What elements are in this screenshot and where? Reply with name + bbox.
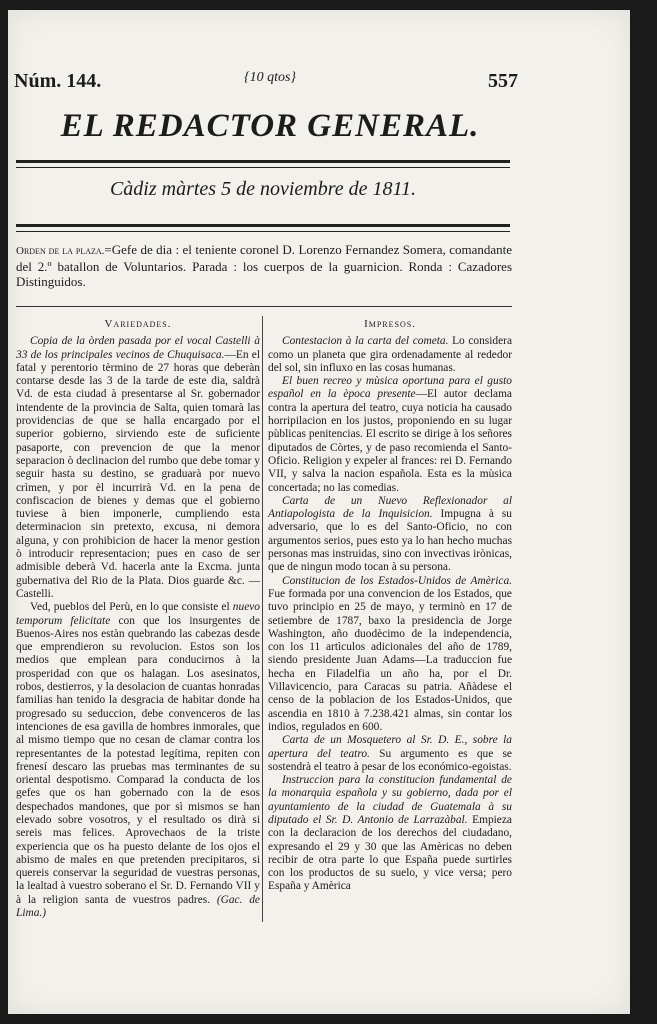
newspaper-page bbox=[8, 10, 630, 1014]
review-title: Instruccion para la constitucion fundamental de la monarquìa española y su gobierno, dada por el ayuntamiento de la ciudad de Guatemala à su diputado el Sr. D. Antonio de Larrazàbal. bbox=[268, 774, 512, 826]
article-text: —En el fatal y perentorio tèrmino de 27 horas que deberàn contarse desde las 3 de la tarde de este dia, saldrà Vd. de esta ciudad à presentarse al Sr. gobernador intendente de la provincia de Salta, quien tomarà las providencias de que se halla encargado por el superior gobierno, sirviendo este de suficiente pasaporte, con prevencion de que la menor separacion ò declinacion del rumbo que debe tomar y seguir hasta su destino, se graduarà por nuevo crìmen, y por èl incurrirà Vd. en la pena de confiscacion de bienes y demas que el gobierno tuviese à bien imponerle, cumpliendo esta determinacion sin pretexto, excusa, ni demora alguna, y con prohibicion de hacer la menor gestion ò introducir representacion; pues en caso de ser admisible deberà Vd. hacerla ante la Excma. junta gubernativa del Rio de la Plata. Dios guarde &c. — Castelli. bbox=[16, 348, 260, 600]
review-text: Empieza con la declaracion de los derechos del ciudadano, expresando el 29 y 30 que las Amèricas no deben recibir de otra parte lo que España puede surtirles con los productos de su suelo, y vice versa; pero España y Amèrica bbox=[268, 813, 512, 893]
review-text: Impugna à su adversario, que lo es del Santo-Oficio, no con argumentos serios, pues esto ya lo han hecho muchas personas mas instruidas, sino con invectivas irònicas, que de ningun modo tocan à su persona. bbox=[268, 508, 512, 574]
rule-divider bbox=[16, 231, 510, 232]
review-text: Su argumento es que se sostendrà el teatro à pesar de los económico-egoistas. bbox=[268, 747, 512, 773]
dateline: Càdiz màrtes 5 de noviembre de 1811. bbox=[109, 178, 417, 200]
orden-de-la-plaza bbox=[16, 242, 512, 289]
rule-divider bbox=[16, 224, 510, 227]
review-item bbox=[268, 734, 512, 774]
article-paragraph bbox=[16, 335, 260, 601]
quarto-mark: {10 qtos} bbox=[244, 70, 297, 85]
section-title-impresos: Impresos. bbox=[364, 318, 416, 330]
issue-number: Núm. 144. bbox=[14, 70, 102, 92]
article-text: Ved, pueblos del Perù, en lo que consiste el bbox=[30, 601, 233, 614]
review-text: Lo considera como un planeta que gira ordenadamente al rededor del sol, sin influxo en las cosas humanas. bbox=[268, 335, 513, 374]
article-text: con que los insurgentes de Buenos-Aires nos estàn quebrando las cabezas desde que emprendieron su revolucion. Estos son los medios que emplean para conducirnos à la prosperidad con que os halagan. Los asesinatos, robos, destierros, y la desolacion de cuantas honradas familias han tenido la desgracia de habitar donde ha progresado su seduccion, debe convenceros de las intenciones de esa gavilla de hombres inmorales, que al mismo tiempo que no cesan de clamar contra los representantes de la potestad legítima, repiten con frenesí descaro las pruebas mas terminantes de su oriental despotismo. Comparad la conducta de los gefes que os han gobernado con la de esos despechados mandones, que por sì mismos se han elevado sobre vosotros, y el resultado os dirà si sereis mas felices. Aprovechaos de la triste experiencia que os ha puesto delante de los ojos el abismo de males en que pretenden precipitaros, si quereis conservar la seguridad de vuestras personas, la lealtad à vuestro soberano el Sr. D. Fernando VII y à la religion santa de vuestros padres. bbox=[16, 614, 260, 906]
orden-label: Orden de la plaza. bbox=[16, 245, 105, 257]
right-column bbox=[268, 316, 512, 894]
review-text: —El autor declama contra la apertura del teatro, cuya noticia ha causado horripilacion en los justos, proponiendo en su lugar pùblicas penitencias. El escrito se dirige à los señores diputados de Còrtes, y de paso recomienda el Santo-Oficio. Religion y expeler al frances: rei D. Fernando VII, y salva la nacion española. Esta es la mùsica concertada; no las comedias. bbox=[268, 388, 512, 494]
review-item bbox=[268, 575, 512, 735]
review-title: El buen recreo y mùsica oportuna para el gusto español en la època presente bbox=[268, 375, 512, 401]
orden-text: =Gefe de dia : el teniente coronel D. Lorenzo Fernandez Somera, comandante del 2.º batallon de Voluntarios. Parada : los cuerpos de la guarnicion. Ronda : Cazadores Distinguidos. bbox=[16, 242, 512, 289]
left-column bbox=[16, 316, 260, 920]
masthead: EL REDACTOR GENERAL. bbox=[60, 108, 480, 144]
section-title-variedades: Variedades. bbox=[104, 318, 172, 330]
rule-divider bbox=[16, 167, 510, 168]
rule-divider bbox=[16, 160, 510, 163]
article-paragraph bbox=[16, 601, 260, 920]
review-title: Carta de un Mosquetero al Sr. D. E., sobre la apertura del teatro. bbox=[268, 734, 512, 760]
review-title: Contestacion à la carta del cometa. bbox=[282, 335, 449, 348]
page-number: 557 bbox=[488, 70, 518, 92]
review-title: Carta de un Nuevo Reflexionador al Antiapologista de la Inquisicion. bbox=[268, 494, 512, 521]
review-item bbox=[268, 774, 512, 894]
article-italic: nuevo temporum felicitate bbox=[16, 601, 260, 627]
column-divider bbox=[262, 316, 263, 922]
section-divider bbox=[16, 306, 512, 307]
article-source: (Gac. de Lima.) bbox=[16, 893, 260, 920]
review-title: Constitucion de los Estados-Unidos de Amèrica. bbox=[282, 574, 512, 587]
review-text: Fue formada por una convencion de los Estados, que tuvo principio en 25 de mayo, y terminò en 17 de setiembre de 1787, baxo la presidencia de Jorge Washington, año duodècimo de la independencia, con los 11 artìculos adicionales del año de 1789, siendo presidente Juan Adams—La traduccion fue hecha en Filadelfia un año ha, por el Dr. Villavicencio, para Caracas su patria. Añàdese el censo de la poblacion de los Estados-Unidos, que ascendia en 1810 à 7.238.421 almas, sin contar los indios, regulados en 600. bbox=[268, 587, 512, 733]
article-heading: Copia de la òrden pasada por el vocal Castelli à 33 de los principales vecinos de Chuquisaca. bbox=[16, 335, 260, 361]
review-item bbox=[268, 335, 512, 375]
review-item bbox=[268, 375, 512, 495]
review-item bbox=[268, 495, 512, 575]
